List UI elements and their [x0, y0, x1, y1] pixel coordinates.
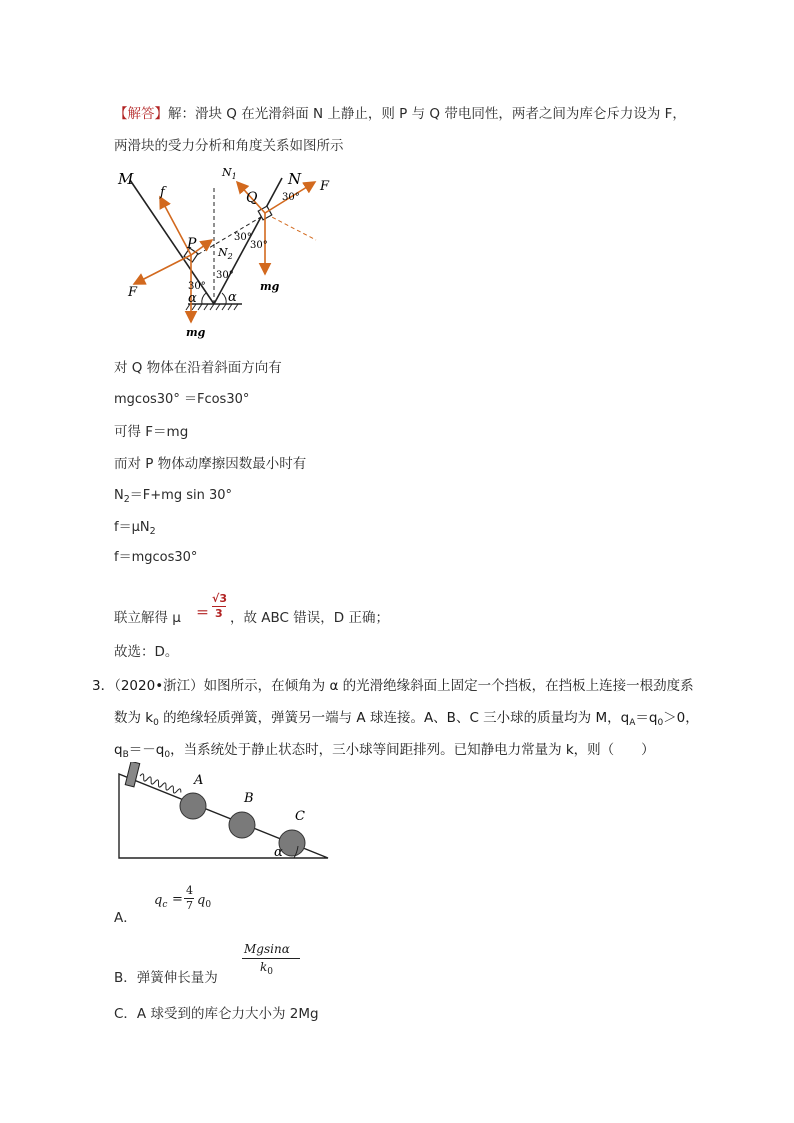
label-N1: $N_1$	[222, 166, 237, 181]
solution-line-4: 而对 P 物体动摩擦因数最小时有	[114, 456, 307, 472]
answer-tag: 【解答】	[114, 106, 168, 122]
label-30-d: 30°	[216, 270, 234, 281]
label-F-right: F	[320, 179, 330, 194]
solution-line-2: mgcos30° ＝Fcos30°	[114, 392, 250, 407]
label-mg-right: mg	[260, 280, 280, 293]
label-mg-left: mg	[186, 326, 206, 339]
label-P: P	[187, 236, 197, 252]
label-N2: $N_2$	[218, 246, 233, 261]
label-alpha-left: α	[188, 291, 197, 306]
solution-line-1: 对 Q 物体在沿着斜面方向有	[114, 360, 282, 376]
answer-intro-2: 两滑块的受力分析和角度关系如图所示	[114, 138, 344, 154]
equation-f1: $f=\mu N_2$	[114, 520, 156, 537]
solution-line-3: 可得 F＝mg	[114, 424, 189, 440]
label-30-b: 30°	[234, 232, 252, 243]
question-number: 3．	[92, 678, 115, 694]
label-ball-A: A	[194, 773, 204, 788]
ball-B	[229, 812, 255, 838]
label-30-a: 30°	[282, 192, 300, 203]
label-Q: Q	[246, 190, 258, 206]
label-ball-C: C	[295, 809, 305, 824]
option-A-label: A．	[114, 910, 137, 926]
incline-diagram	[114, 762, 334, 862]
solve-suffix: ，故 ABC 错误，D 正确；	[230, 610, 389, 626]
equation-n2: $N_2=F+mg$ sin 30°	[114, 488, 232, 505]
label-ball-B: B	[244, 791, 254, 806]
label-30-c: 30°	[250, 240, 268, 251]
answer-intro	[114, 102, 686, 122]
label-f: f	[160, 185, 165, 200]
ball-C	[279, 830, 305, 856]
choice-line: 故选：D。	[114, 644, 179, 660]
force-diagram	[110, 162, 350, 342]
option-C-label: C．A 球受到的库仑力大小为 2Mg	[114, 1006, 319, 1022]
label-F-left: F	[128, 285, 138, 300]
question-3-line-2: 数为 $k_0$ 的绝缘轻质弹簧，弹簧另一端与 A 球连接。A、B、C 三小球的质量均为 M，$q_A=q_0>0$，	[114, 710, 699, 728]
label-M: M	[118, 170, 134, 188]
option-B-label: B．弹簧伸长量为	[114, 970, 218, 986]
question-3-line-3: $q_B=-q_0$，当系统处于静止状态时，三小球等间距排列。已知静电力常量为 k，则（ ）	[114, 742, 655, 760]
solve-prefix: 联立解得 μ	[114, 610, 181, 626]
answer-intro-text: 解：滑块 Q 在光滑斜面 N 上静止，则 P 与 Q 带电同性，两者之间为库仑斥力设为 F，	[168, 106, 686, 122]
label-incline-alpha: α	[274, 845, 283, 860]
solve-line	[114, 606, 181, 626]
option-A-formula: $q_c$ = 4 7 $q_0$	[154, 884, 212, 912]
question-3-line-1: 3．（2020•浙江）如图所示，在倾角为 α 的光滑绝缘斜面上固定一个挡板，在挡板上连接一根劲度系	[92, 678, 694, 694]
ball-A	[180, 793, 206, 819]
equation-f2: f＝mgcos30°	[114, 550, 198, 565]
label-N: N	[288, 170, 302, 188]
label-alpha-right: α	[228, 290, 237, 305]
label-30-e: 30°	[188, 281, 206, 292]
option-B-formula: Mgsinα $k_0$	[240, 942, 304, 978]
question-source: （2020•浙江）	[114, 678, 204, 694]
